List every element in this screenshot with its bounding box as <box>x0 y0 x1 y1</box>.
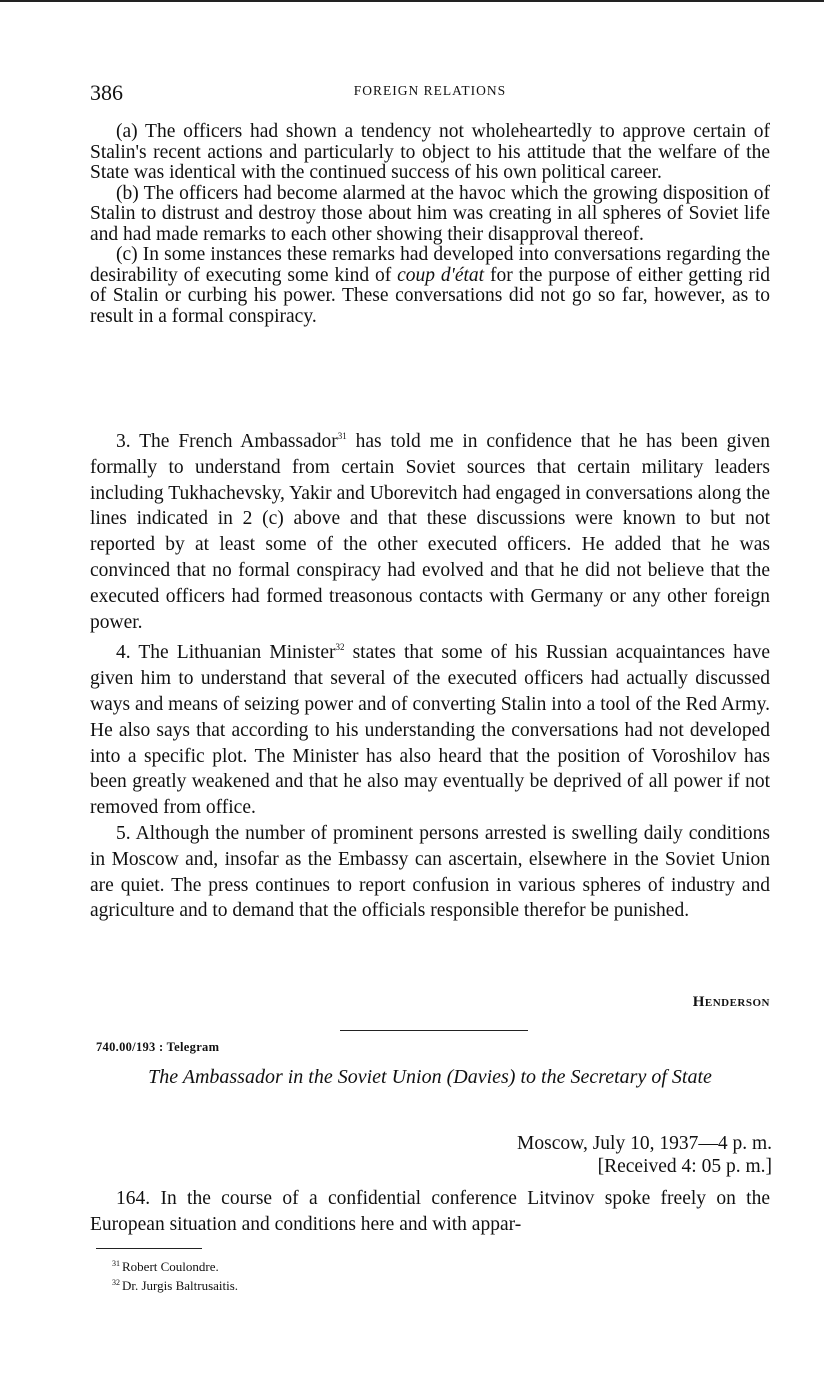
paragraph-4 <box>90 635 770 821</box>
page-number: 386 <box>90 80 123 105</box>
paragraph-4-body: states that some of his Russian acquaintances have given him to understand that several of the executed officers had actually discussed ways and means of seizing power and of converting Stalin into a tool of the Red Army. He also says that according to his understanding the conversations had not developed into a specific plot. The Minister has also heard that the position of Voroshilov has been greatly weakened and that he also may eventually be deprived of all power if not removed from office. <box>90 642 770 819</box>
section-separator <box>340 1030 528 1031</box>
dateline-block <box>517 1132 772 1178</box>
subparagraph-b-text: The officers had become alarmed at the havoc which the growing disposition of Stalin to distrust and destroy those about him was creating in all spheres of Soviet life and had made remarks to each other showing their disapproval thereof. <box>90 182 770 245</box>
footnote-32 <box>112 1275 238 1294</box>
subparagraph-a-label: (a) <box>116 121 138 142</box>
subparagraph-c-label: (c) <box>116 244 138 265</box>
continued-subparagraphs <box>90 122 770 327</box>
subparagraph-c-text-end: for the purpose of either getting rid of Stalin or curbing his power. These conversations did not go so far, however, as to result in a formal conspiracy. <box>90 264 771 327</box>
footnote-31 <box>112 1256 238 1275</box>
footnote-31-number: 31 <box>112 1259 120 1268</box>
received-time: [Received 4: 05 p. m.] <box>597 1156 772 1177</box>
footnotes <box>112 1256 238 1294</box>
subparagraph-c-text: In some instances these remarks had developed into conversations regarding the desirability of executing some kind of <box>90 244 770 286</box>
signature: Henderson <box>692 994 770 1010</box>
footnote-32-number: 32 <box>112 1278 120 1287</box>
paragraph-3-lead: 3. The French Ambassador <box>116 431 338 452</box>
paragraph-3 <box>90 424 770 635</box>
subparagraph-a-text: The officers had shown a tendency not wholeheartedly to approve certain of Stalin's recent actions and particularly to object to his attitude that the welfare of the State was identical with the continued success of his own political career. <box>90 121 770 183</box>
subparagraph-c <box>90 245 770 327</box>
footnote-rule <box>96 1248 202 1249</box>
subparagraph-a <box>90 122 770 184</box>
paragraph-5: 5. Although the number of prominent persons arrested is swelling daily conditions in Moscow and, insofar as the Embassy can ascertain, elsewhere in the Soviet Union are quiet. The press continues to report confusion in various spheres of industry and agriculture and to demand that the officials responsible therefor be punished. <box>90 822 770 922</box>
body-paragraphs <box>90 424 770 924</box>
footnote-31-text: Robert Coulondre. <box>122 1259 219 1274</box>
document-title: The Ambassador in the Soviet Union (Davies) to the Secretary of State <box>148 1066 712 1088</box>
subparagraph-c-italic: coup d'état <box>397 264 485 286</box>
paragraph-4-lead: 4. The Lithuanian Minister <box>116 642 336 664</box>
paragraph-164: 164. In the course of a confidential conference Litvinov spoke freely on the European situation and conditions here and with appar- <box>90 1188 770 1235</box>
footnote-ref-31: 31 <box>337 431 347 441</box>
top-rule <box>0 0 824 2</box>
page-header <box>90 80 770 106</box>
telegram-body <box>90 1186 770 1238</box>
subparagraph-b <box>90 184 770 246</box>
footnote-32-text: Dr. Jurgis Baltrusaitis. <box>122 1278 239 1293</box>
paragraph-3-body: has told me in confidence that he has been given formally to understand from certain Soviet sources that certain military leaders including Tukhachevsky, Yakir and Uborevitch had engaged in conversations along the lines indicated in 2 (c) above and that these discussions were known to but not reported by at least some of the other executed officers. He added that he was convinced that no formal conspiracy had evolved and that he did not believe that the executed officers had formed treasonous contacts with Germany or any other foreign power. <box>90 431 770 633</box>
subparagraph-b-label: (b) <box>116 182 139 204</box>
dateline: Moscow, July 10, 1937—4 p. m. <box>517 1133 772 1154</box>
running-head: FOREIGN RELATIONS <box>353 83 507 98</box>
footnote-ref-32: 32 <box>335 642 345 653</box>
file-reference: 740.00/193 : Telegram <box>96 1040 220 1054</box>
